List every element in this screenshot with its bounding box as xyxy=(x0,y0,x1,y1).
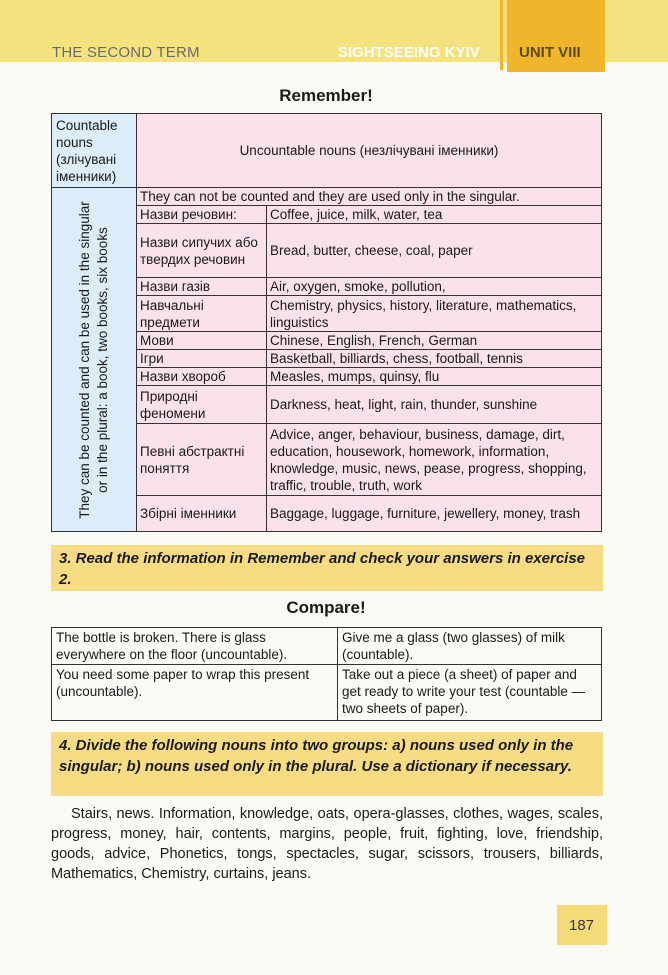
unit-tab xyxy=(507,0,605,72)
task-3: 3. Read the information in Remember and check your answers in exercise 2. xyxy=(51,545,603,591)
category-cell: Назви хвороб xyxy=(137,368,267,386)
examples-cell: Coffee, juice, milk, water, tea xyxy=(267,206,602,224)
task-4: 4. Divide the following nouns into two groups: a) nouns used only in the singular; b) nouns used only in the plural. Use a dictionary if necessary. xyxy=(51,732,603,796)
examples-cell: Darkness, heat, light, rain, thunder, sunshine xyxy=(267,386,602,424)
uncountable-description: They can not be counted and they are used only in the singular. xyxy=(137,188,602,206)
countable-description-cell xyxy=(52,188,137,532)
examples-cell: Chinese, English, French, German xyxy=(267,332,602,350)
unit-label: UNIT VIII xyxy=(519,44,581,61)
page-number-box xyxy=(557,905,607,945)
remember-title: Remember! xyxy=(279,86,373,105)
category-cell: Назви газів xyxy=(137,278,267,296)
nouns-paragraph: Stairs, news. Information, knowledge, oats, opera-glasses, clothes, wages, scales, progress, money, hair, contents, margins, people, fruit, fighting, love, friendship, goods, advice, Phonetics, tongs, spectacles, sugar, scissors, trousers, billiards, Mathematics, Chemistry, curtains, jeans. xyxy=(51,806,603,882)
examples-cell: Air, oxygen, smoke, pollution, xyxy=(267,278,602,296)
page-number: 187 xyxy=(569,917,595,934)
examples-cell: Chemistry, physics, history, literature, mathematics, linguistics xyxy=(267,296,602,332)
examples-cell: Advice, anger, behaviour, business, damage, dirt, education, housework, homework, information, knowledge, music, news, pease, progress, shopping, traffic, trouble, truth, work xyxy=(267,424,602,496)
section-title: SIGHTSEEING KYIV xyxy=(338,44,480,61)
compare-cell-left: The bottle is broken. There is glass everywhere on the floor (uncountable). xyxy=(52,628,338,665)
category-cell: Природні феномени xyxy=(137,386,267,424)
category-cell: Мови xyxy=(137,332,267,350)
examples-cell: Measles, mumps, quinsy, flu xyxy=(267,368,602,386)
category-cell: Певні абстрактні поняття xyxy=(137,424,267,496)
examples-cell: Basketball, billiards, chess, football, tennis xyxy=(267,350,602,368)
category-cell: Назви речовин: xyxy=(137,206,267,224)
examples-cell: Baggage, luggage, furniture, jewellery, money, trash xyxy=(267,496,602,532)
examples-cell: Bread, butter, cheese, coal, paper xyxy=(267,224,602,278)
category-cell: Збірні іменники xyxy=(137,496,267,532)
term-label: THE SECOND TERM xyxy=(52,44,200,61)
category-cell: Назви сипучих або твердих речовин xyxy=(137,224,267,278)
compare-cell-right: Take out a piece (a sheet) of paper and get ready to write your test (countable — two sheets of paper). xyxy=(338,665,602,721)
uncountable-header: Uncountable nouns (незлічувані іменники) xyxy=(137,114,602,188)
compare-cell-right: Give me a glass (two glasses) of milk (countable). xyxy=(338,628,602,665)
compare-cell-left: You need some paper to wrap this present (uncountable). xyxy=(52,665,338,721)
header-divider xyxy=(500,0,503,70)
category-cell: Ігри xyxy=(137,350,267,368)
category-cell: Навчальні предмети xyxy=(137,296,267,332)
countable-description: They can be counted and can be used in the singular or in the plural: a book, two books, six books xyxy=(77,200,110,519)
compare-title: Compare! xyxy=(286,598,366,617)
remember-table xyxy=(51,113,602,532)
compare-table xyxy=(51,627,602,721)
countable-header: Countable nouns (злічувані іменники) xyxy=(52,114,137,188)
